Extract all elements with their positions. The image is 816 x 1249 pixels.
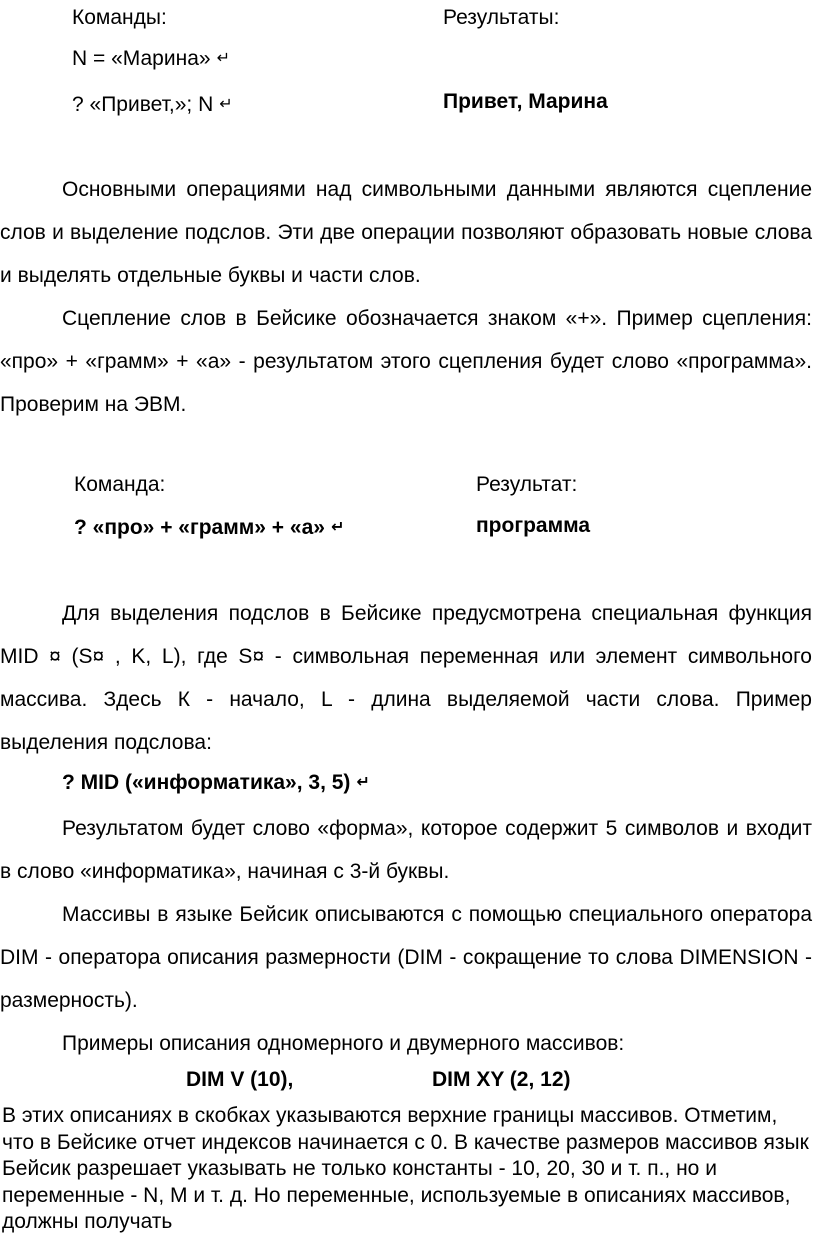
dim-example-two-dimensional: DIM XY (2, 12) [432,1068,571,1091]
dim-example-one-dimensional: DIM V (10), [186,1068,294,1091]
paragraph-symbol-operations: Основными операциями над символьными данными являются сцепление слов и выделение подслов. Эти две операции позволяют образовать новые слова и выделять отдельные буквы и части слов. [0,178,812,287]
command-line-1 [72,47,230,71]
concat-result: программа [476,514,591,537]
command-header: Команда: [74,473,166,496]
command-text: N = «Марина» [72,47,211,70]
paragraph-array-bounds: В этих описаниях в скобках указываются верхние границы массивов. Отметим, что в Бейсике отчет индексов начинается с 0. В качестве размеров массивов язык Бейсик разрешает указывать не только константы - 10, 20, 30 и т. п., но и переменные - N, M и т. д. Но переменные, используемые в описаниях массивов, должны получать [2,1104,809,1233]
return-key-icon: ↵ [216,50,230,67]
concat-command [74,516,344,540]
command-text: ? MID («информатика», 3, 5) [62,771,351,794]
command-text: ? «про» + «грамм» + «а» [74,516,325,539]
paragraph-array-examples: Примеры описания одномерного и двумерного массивов: [62,1032,625,1055]
paragraph-substring-result: Результатом будет слово «форма», которое содержит 5 символов и входит в слово «информатика», начиная с 3-й буквы. [0,817,812,883]
paragraph-substring: Для выделения подслов в Бейсике предусмотрена специальная функция MID ¤ (S¤ , K, L), где S¤ - символьная переменная или элемент символьного массива. Здесь К - начало, L - длина выделяемой части слова. Пример выделения подслова: [0,602,812,754]
return-key-icon: ↵ [219,96,233,113]
paragraph-concatenation: Сцепление слов в Бейсике обозначается знаком «+». Пример сцепления: «про» + «грамм» + «а» - результатом этого сцепления будет слово «программа». Проверим на ЭВМ. [0,307,812,416]
return-key-icon: ↵ [330,519,345,536]
results-header: Результаты: [443,6,560,29]
return-key-icon: ↵ [356,774,370,791]
commands-header: Команды: [72,6,167,29]
result-header: Результат: [476,473,578,496]
mid-command [62,771,370,795]
command-line-2 [72,93,233,117]
result-output: Привет, Марина [443,90,608,113]
paragraph-arrays: Массивы в языке Бейсик описываются с помощью специального оператора DIM - оператора описания размерности (DIM - сокращение то слова DIMENSION - размерность). [0,903,812,1012]
command-text: ? «Привет,»; N [72,93,214,116]
